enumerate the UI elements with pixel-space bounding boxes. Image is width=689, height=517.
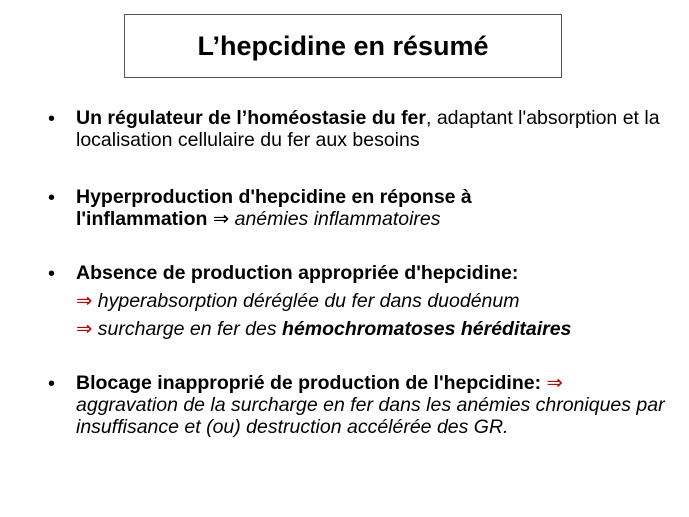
arrow-icon: ⇒ [212,207,230,230]
arrow-icon: ⇒ [76,317,93,340]
arrow-icon: ⇒ [546,371,563,394]
bullet-2: • [48,187,56,209]
item-1-rest: , adaptant l'absorption et la localisation cellulaire du fer aux besoins [76,107,660,151]
item-2-italic: anémies inflammatoires [234,208,441,230]
arrow-icon: ⇒ [76,289,93,312]
item-3-sub-2 [76,318,676,340]
item-1-bold: Un régulateur de l’homéostasie du fer [76,107,426,129]
item-3-sub-2-bold: hémochromatoses héréditaires [282,318,572,340]
item-2-bold: Hyperproduction d'hepcidine en réponse à l'inflammation [76,186,472,230]
bullet-1: • [48,108,56,130]
item-2 [76,186,546,230]
item-3 [76,262,676,284]
item-4-italic: aggravation de la surcharge en fer dans les anémies chroniques par insuffisance et (ou) destruction accélérée des GR. [76,394,665,438]
item-4 [76,372,666,438]
title-box [124,14,562,78]
item-3-sub-2-text: surcharge en fer des [97,318,283,340]
item-4-bold: Blocage inapproprié de production de l'hepcidine: [76,372,542,394]
bullet-3: • [48,263,56,285]
bullet-4: • [48,373,56,395]
item-3-sub-1-text: hyperabsorption déréglée du fer dans duodénum [97,290,520,312]
item-1 [76,107,676,151]
item-3-bold: Absence de production appropriée d'hepcidine: [76,262,519,284]
slide-title: L’hepcidine en résumé [197,30,489,61]
item-3-sub-1 [76,290,676,312]
